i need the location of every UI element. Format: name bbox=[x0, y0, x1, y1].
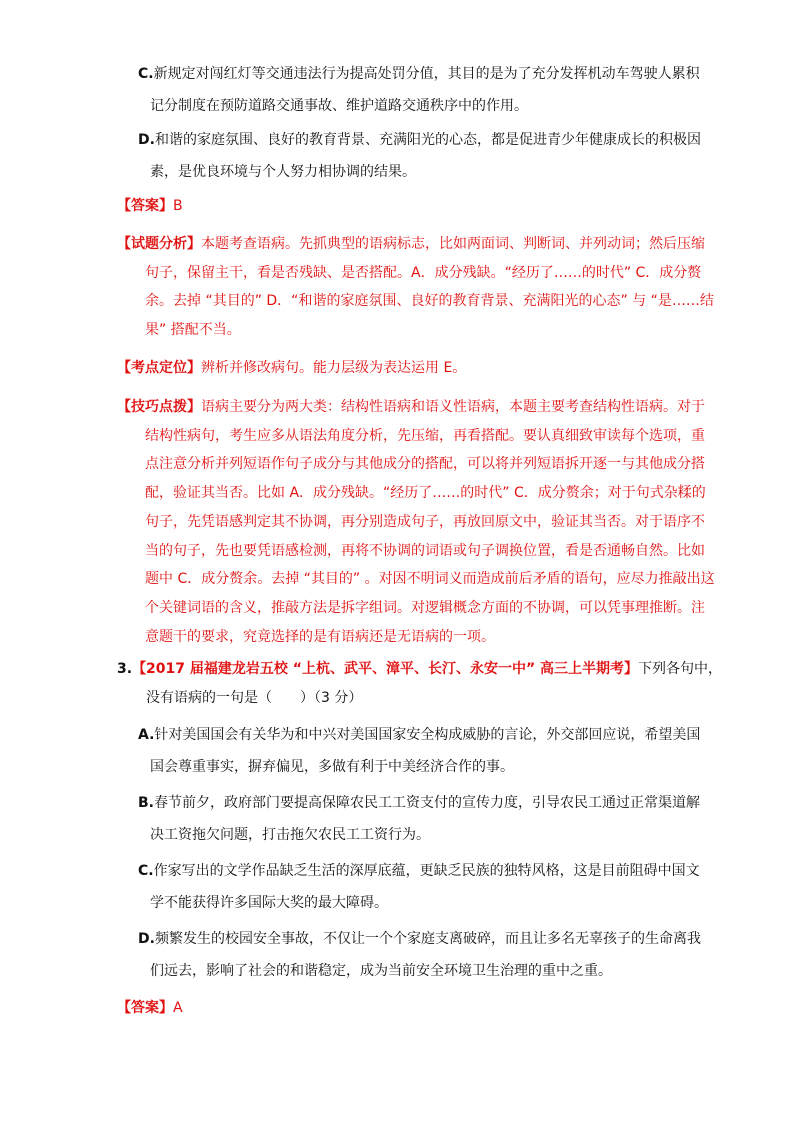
q3-option-b bbox=[138, 787, 710, 851]
jiqiao-text: 语病主要分为两大类：结构性语病和语义性语病，本题主要考查结构性语病。对于结构性病句，考生应多从语法角度分析，先压缩，再看搭配。要认真细致审读每个选项，重点注意分析并列短语作句子成分与其他成分的搭配，可以将并列短语拆开逐一与其他成分搭配，验证其当否。比如 A．成分残缺。“经历了……的时代” C．成分赘余；对于句式杂糅的句子，先凭语感判定其不协调，再分别造成句子，再放回原文中，验证其当否。对于语序不当的句子，先也要凭语感检测，再将不协调的词语或句子调换位置，看是否通畅自然。比如题中 C．成分赘余。去掉 “其目的” 。对因不明词义而造成前后矛盾的语句，应尽力推敲出这个关键词语的含义，推敲方法是拆字组词。对逻辑概念方面的不协调，可以凭事理推断。注意题干的要求，究竟选择的是有语病还是无语病的一项。 bbox=[145, 399, 715, 645]
question-number: 3. bbox=[117, 661, 133, 677]
kaodian-text: 辨析并修改病句。能力层级为表达运用 E。 bbox=[201, 360, 467, 376]
option-text: 作家写出的文学作品缺乏生活的深厚底蕴，更缺乏民族的独特风格，这是目前阻碍中国文学不能获得许多国际大奖的最大障碍。 bbox=[150, 863, 700, 911]
option-text: 新规定对闯红灯等交通违法行为提高处罚分值，其目的是为了充分发挥机动车驾驶人累积记分制度在预防道路交通事故、维护道路交通秩序中的作用。 bbox=[150, 66, 700, 114]
question-source: 【2017 届福建龙岩五校 “上杭、武平、漳平、长汀、永安一中” 高三上半期考】 bbox=[132, 661, 639, 677]
option-label: A. bbox=[138, 727, 155, 743]
option-text: 春节前夕，政府部门要提高保障农民工工资支付的宣传力度，引导农民工通过正常渠道解决工资拖欠问题，打击拖欠农民工工资行为。 bbox=[150, 795, 700, 843]
option-label: D. bbox=[138, 931, 155, 947]
option-label: C. bbox=[138, 66, 154, 82]
q3-option-a bbox=[138, 719, 710, 783]
option-text: 和谐的家庭氛围、良好的教育背景、充满阳光的心态，都是促进青少年健康成长的积极因素，是优良环境与个人努力相协调的结果。 bbox=[150, 132, 701, 180]
q3-option-d bbox=[138, 923, 710, 987]
jiqiao-block bbox=[117, 393, 715, 651]
option-text: 针对美国国会有关华为和中兴对美国国家安全构成威胁的言论，外交部回应说，希望美国国会尊重事实，摒弃偏见，多做有利于中美经济合作的事。 bbox=[150, 727, 701, 775]
q3-option-c bbox=[138, 855, 710, 919]
answer-tag: 【答案】 bbox=[117, 1000, 173, 1016]
question-stem-text: 下列各句中，没有语病的一句是（ ）（3 分） bbox=[146, 661, 723, 706]
prev-answer bbox=[117, 192, 183, 220]
option-text: 频繁发生的校园安全事故，不仅让一个个家庭支离破碎，而且让多名无辜孩子的生命离我们远去，影响了社会的和谐稳定，成为当前安全环境卫生治理的重中之重。 bbox=[150, 931, 701, 979]
analysis-tag: 【试题分析】 bbox=[117, 236, 201, 252]
kaodian-block bbox=[117, 354, 715, 383]
option-label: C. bbox=[138, 863, 154, 879]
analysis-block bbox=[117, 230, 715, 345]
answer-value: A bbox=[173, 1000, 183, 1016]
option-label: D. bbox=[138, 132, 155, 148]
answer-tag: 【答案】 bbox=[117, 198, 173, 214]
analysis-text: 本题考查语病。先抓典型的语病标志，比如两面词、判断词、并列动词；然后压缩句子，保留主干，看是否残缺、是否搭配。A．成分残缺。“经历了……的时代” C．成分赘余。去掉 “其目的” D．“和谐的家庭氛围、良好的教育背景、充满阳光的心态” 与 “是……结果” 搭配不当。 bbox=[145, 236, 714, 339]
kaodian-tag: 【考点定位】 bbox=[117, 360, 201, 376]
q3-answer bbox=[117, 994, 183, 1022]
prev-option-d bbox=[138, 124, 710, 188]
option-label: B. bbox=[138, 795, 154, 811]
answer-value: B bbox=[173, 198, 183, 214]
question-3-stem bbox=[117, 655, 726, 712]
jiqiao-tag: 【技巧点拨】 bbox=[117, 399, 201, 415]
prev-option-c bbox=[138, 58, 710, 122]
